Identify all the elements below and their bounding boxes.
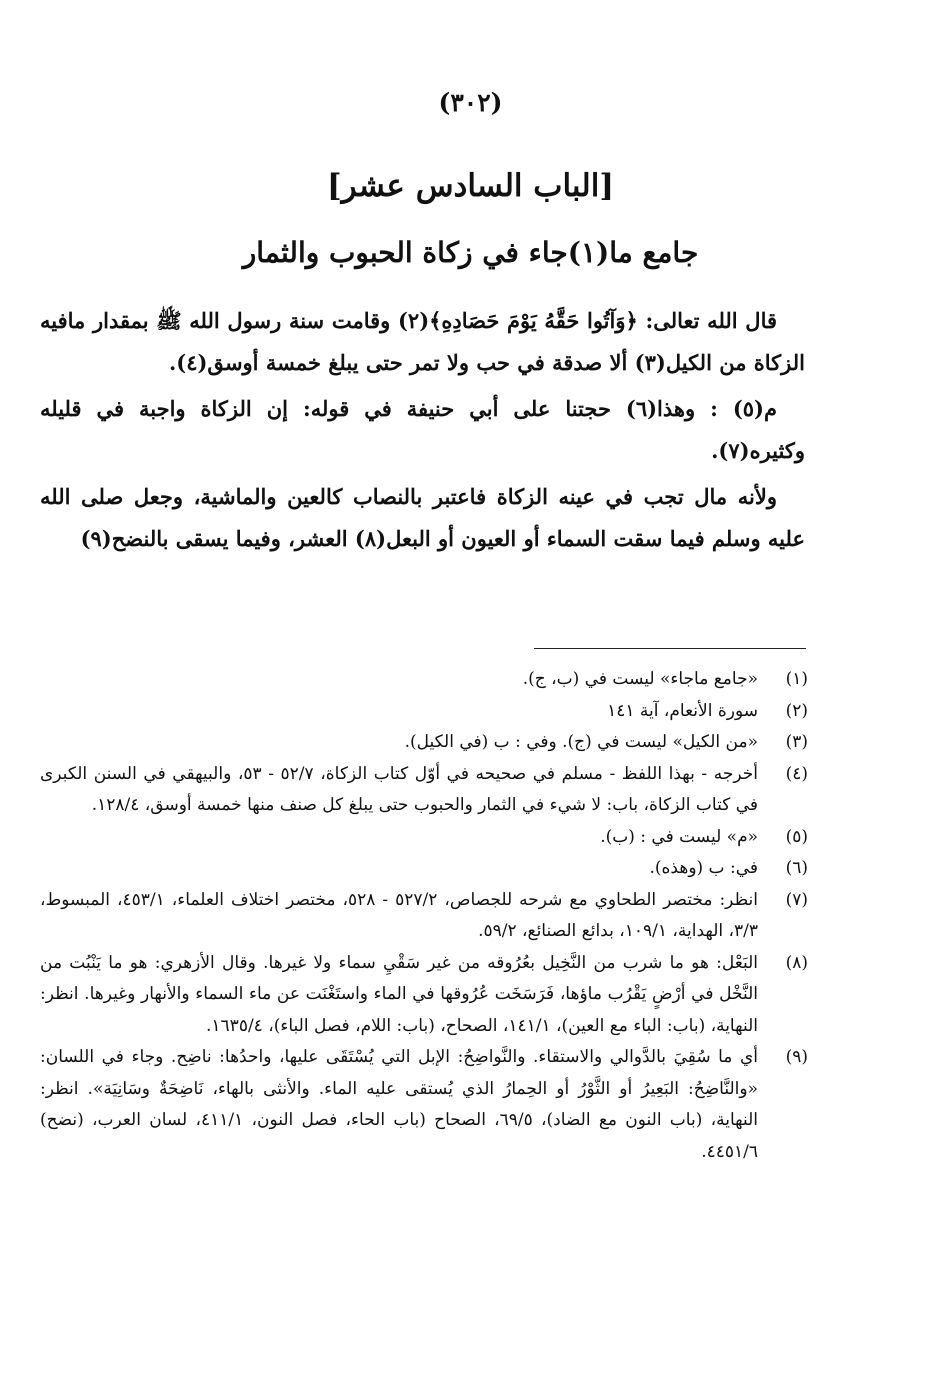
footnote-text: «من الكيل» ليست في (ج). وفي : ب (في الكيل). (404, 732, 758, 752)
paragraph: قال الله تعالى: ﴿وَآتُوا حَقَّهُ يَوْمَ حَصَادِهِ﴾(٢) وقامت سنة رسول الله ﷺ بمقدار مافيه الزكاة من الكيل(٣) ألا صدقة في حب ولا تمر حتى يبلغ خمسة أوسق(٤). (40, 308, 805, 375)
paragraph: م(٥) : وهذا(٦) حجتنا على أبي حنيفة في قوله: إن الزكاة واجبة في قليله وكثيره(٧). (40, 396, 805, 463)
main-text (40, 300, 805, 564)
footnote-number: (٢) (785, 700, 808, 721)
footnote (40, 885, 808, 948)
footnote (40, 696, 808, 728)
footnote-text: «م» ليست في : (ب). (600, 826, 758, 847)
footnote (40, 727, 808, 759)
footnote-number: (٤) (785, 763, 808, 784)
footnote (40, 664, 808, 696)
paragraph: ولأنه مال تجب في عينه الزكاة فاعتبر بالنصاب كالعين والماشية، وجعل صلى الله عليه وسلم فيما سقت السماء أو العيون أو البعل(٨) العشر، وفيما يسقى بالنضح(٩) (40, 484, 805, 551)
footnote (40, 1042, 808, 1168)
footnote-number: (٨) (785, 952, 808, 973)
footnote-text: في: ب (وهذه). (649, 858, 758, 878)
footnotes (40, 664, 808, 1168)
footnote-text: أخرجه - بهذا اللفظ - مسلم في صحيحه في أوّل كتاب الزكاة، ٥٢/٧ - ٥٣، والبيهقي في السنن الكبرى في كتاب الزكاة، باب: لا شيء في الثمار والحبوب حتى يبلغ كل صنف منها خمسة أوسق، ١٢٨/٤. (40, 763, 758, 815)
footnote (40, 948, 808, 1043)
footnote-text: انظر: مختصر الطحاوي مع شرحه للجصاص، ٥٢٧/٢ - ٥٢٨، مختصر اختلاف العلماء، ٤٥٣/١، المبسوط، ٣/٣، الهداية، ١٠٩/١، بدائع الصنائع، ٥٩/٢. (40, 889, 758, 941)
chapter-title: [الباب السادس عشر] (326, 168, 615, 204)
footnote-separator (534, 648, 806, 649)
footnote-text: سورة الأنعام، آية ١٤١ (607, 700, 758, 721)
footnote-number: (٣) (785, 732, 808, 752)
page-number: (٣٠٢) (438, 88, 503, 117)
footnote-number: (٦) (785, 858, 808, 878)
footnote-number: (١) (785, 669, 808, 689)
footnote-number: (٧) (785, 889, 808, 910)
footnote-number: (٥) (785, 826, 808, 847)
footnote-number: (٩) (785, 1047, 808, 1067)
footnote-text: أي ما سُقِيَ بالدَّوالي والاستقاء. والنَّواضِحُ: الإبل التي يُسْتَقَى عليها، واحدُها: ناضِح. وجاء في اللسان: «والنَّاضِحُ: البَعِيرُ أو الثَّوْرُ أو الحِمارُ الذي يُستقى عليه الماء. والأنثى بالهاء، نَاضِحَةٌ وسَانِيَة». انظر: النهاية، (باب النون مع الضاد)، ٦٩/٥، الصحاح (باب الحاء، فصل النون، ٤١١/١، لسان العرب، (نضح) ٤٤٥١/٦. (40, 1047, 758, 1162)
footnote (40, 853, 808, 885)
section-title: جامع ما(١)جاء في زكاة الحبوب والثمار (242, 236, 699, 269)
footnote (40, 822, 808, 854)
footnote-text: «جامع ماجاء» ليست في (ب، ج). (522, 669, 758, 689)
footnote-text: البَعْل: هو ما شرب من النَّخِيل بعُرُوقه من غير سَقْيِ سماء ولا غيرها. وقال الأزهري: هو ما يَنْبُت من النَّخْل في أرْضٍ يَقْرُب ماؤها، فَرَسَخَت عُرُوقها في الماء واستَغْنَت عن ماء السماء والأنهار وغيرها. انظر: النهاية، (باب: الباء مع العين)، ١٤١/١، الصحاح، (باب: اللام، فصل الباء)، ١٦٣٥/٤. (40, 952, 758, 1036)
footnote (40, 759, 808, 822)
